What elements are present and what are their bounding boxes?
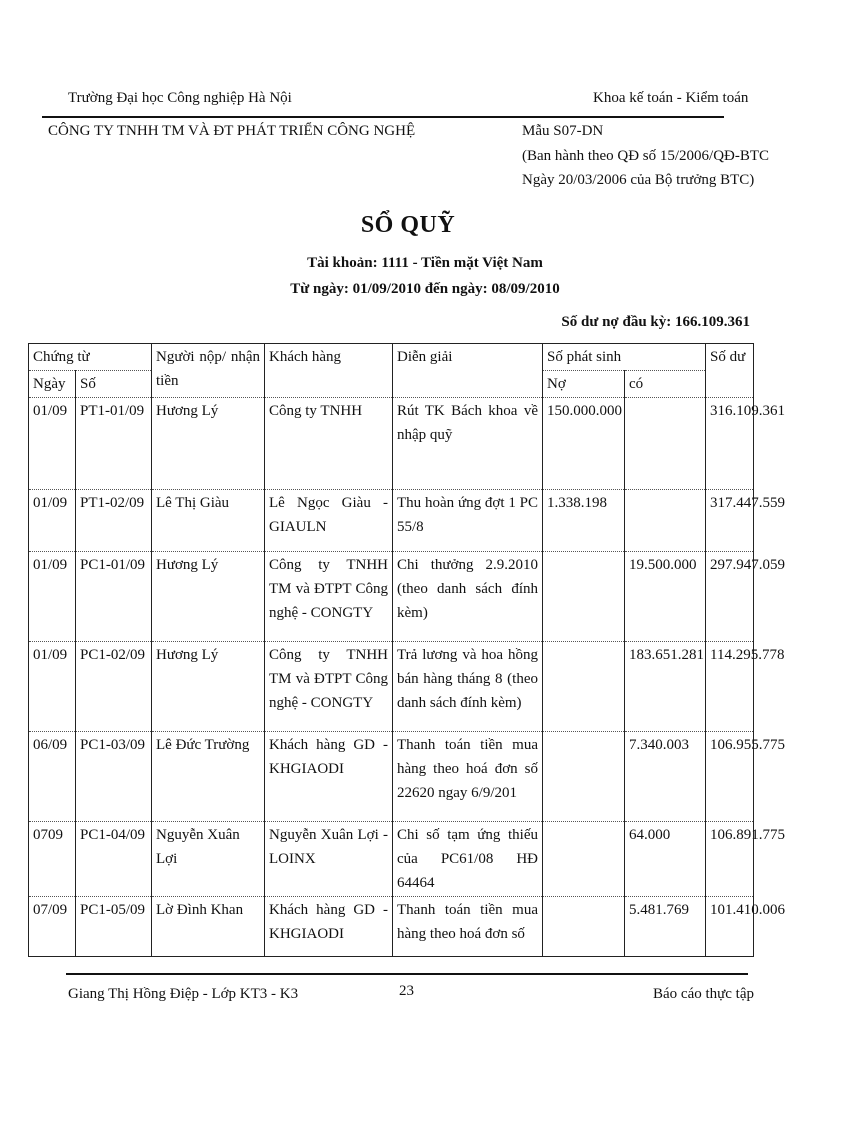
cell-description: Thanh toán tiền mua hàng theo hoá đơn số 22620 ngay 6/9/201 — [393, 732, 543, 822]
cell-description: Thu hoàn ứng đợt 1 PC 55/8 — [393, 490, 543, 552]
account-line: Tài khoản: 1111 - Tiền mặt Việt Nam — [307, 255, 543, 271]
header-date: Ngày — [29, 371, 76, 398]
cell-debit: 150.000.000 — [543, 398, 625, 490]
footer-report: Báo cáo thực tập — [653, 986, 755, 1002]
cell-credit: 64.000 — [625, 822, 706, 897]
header-voucher: Chứng từ — [29, 344, 152, 371]
header-rule — [42, 116, 724, 118]
cell-credit — [625, 490, 706, 552]
cell-balance: 317.447.559 — [706, 490, 754, 552]
table-row — [29, 552, 754, 642]
cell-payer: Lê Thị Giàu — [152, 490, 265, 552]
cell-description: Rút TK Bách khoa về nhập quỹ — [393, 398, 543, 490]
cell-number: PT1-01/09 — [76, 398, 152, 490]
page-title: SỔ QUỸ — [360, 212, 456, 238]
cell-credit: 183.651.281 — [625, 642, 706, 732]
cell-debit — [543, 897, 625, 957]
header-credit: có — [625, 371, 706, 398]
cell-customer: Công ty TNHH TM và ĐTPT Công nghệ - CONGTY — [265, 642, 393, 732]
cell-balance: 297.947.059 — [706, 552, 754, 642]
issued-by: (Ban hành theo QĐ số 15/2006/QĐ-BTC — [522, 148, 770, 164]
cell-credit: 19.500.000 — [625, 552, 706, 642]
cell-credit: 7.340.003 — [625, 732, 706, 822]
form-code: Mẫu S07-DN — [522, 123, 604, 139]
cell-number: PC1-05/09 — [76, 897, 152, 957]
cell-description: Chi số tạm ứng thiếu của PC61/08 HĐ 64464 — [393, 822, 543, 897]
cell-balance: 316.109.361 — [706, 398, 754, 490]
table-row — [29, 642, 754, 732]
cell-balance: 101.410.006 — [706, 897, 754, 957]
cell-description: Thanh toán tiền mua hàng theo hoá đơn số — [393, 897, 543, 957]
period-line: Từ ngày: 01/09/2010 đến ngày: 08/09/2010 — [290, 281, 560, 297]
opening-balance: Số dư nợ đầu kỳ: 166.109.361 — [561, 314, 750, 330]
cell-date: 07/09 — [29, 897, 76, 957]
company-name: CÔNG TY TNHH TM VÀ ĐT PHÁT TRIỂN CÔNG NGHỆ — [48, 123, 416, 139]
cell-debit — [543, 822, 625, 897]
faculty-name: Khoa kế toán - Kiểm toán — [593, 90, 749, 106]
cell-customer: Công ty TNHH — [265, 398, 393, 490]
page-number: 23 — [399, 983, 414, 999]
cell-customer: Lê Ngọc Giàu - GIAULN — [265, 490, 393, 552]
table-row — [29, 822, 754, 897]
header-debit: Nợ — [543, 371, 625, 398]
school-name: Trường Đại học Công nghiệp Hà Nội — [68, 90, 292, 106]
cell-date: 01/09 — [29, 552, 76, 642]
cell-payer: Lê Đức Trường — [152, 732, 265, 822]
header-description: Diễn giải — [393, 344, 543, 398]
cell-debit — [543, 732, 625, 822]
cell-balance: 114.295.778 — [706, 642, 754, 732]
cell-date: 01/09 — [29, 642, 76, 732]
header-amounts: Số phát sinh — [543, 344, 706, 371]
cell-number: PT1-02/09 — [76, 490, 152, 552]
cell-number: PC1-03/09 — [76, 732, 152, 822]
cell-payer: Nguyễn Xuân Lợi — [152, 822, 265, 897]
cell-description: Trả lương và hoa hồng bán hàng tháng 8 (theo danh sách đính kèm) — [393, 642, 543, 732]
cell-debit — [543, 642, 625, 732]
cell-credit: 5.481.769 — [625, 897, 706, 957]
cell-customer: Khách hàng GD - KHGIAODI — [265, 897, 393, 957]
cell-date: 01/09 — [29, 490, 76, 552]
cell-date: 0709 — [29, 822, 76, 897]
cell-number: PC1-02/09 — [76, 642, 152, 732]
cell-customer: Khách hàng GD - KHGIAODI — [265, 732, 393, 822]
cell-description: Chi thưởng 2.9.2010 (theo danh sách đính kèm) — [393, 552, 543, 642]
cell-payer: Hương Lý — [152, 642, 265, 732]
footer-rule — [66, 973, 748, 975]
issued-date: Ngày 20/03/2006 của Bộ trưởng BTC) — [522, 172, 755, 188]
table-row — [29, 398, 754, 490]
cell-debit — [543, 552, 625, 642]
cell-date: 06/09 — [29, 732, 76, 822]
footer-author: Giang Thị Hồng Điệp - Lớp KT3 - K3 — [68, 986, 299, 1002]
cell-payer: Hương Lý — [152, 552, 265, 642]
header-balance: Số dư — [706, 344, 754, 398]
cell-debit: 1.338.198 — [543, 490, 625, 552]
table-row — [29, 490, 754, 552]
header-number: Số — [76, 371, 152, 398]
cell-payer: Lờ Đình Khan — [152, 897, 265, 957]
cell-balance: 106.955.775 — [706, 732, 754, 822]
cell-customer: Nguyễn Xuân Lợi - LOINX — [265, 822, 393, 897]
cell-payer: Hương Lý — [152, 398, 265, 490]
cell-credit — [625, 398, 706, 490]
cell-customer: Công ty TNHH TM và ĐTPT Công nghệ - CONGTY — [265, 552, 393, 642]
cell-number: PC1-04/09 — [76, 822, 152, 897]
header-payer: Người nộp/ nhận tiền — [152, 344, 265, 398]
header-customer: Khách hàng — [265, 344, 393, 398]
cell-balance: 106.891.775 — [706, 822, 754, 897]
cash-ledger-table — [28, 343, 785, 957]
cell-date: 01/09 — [29, 398, 76, 490]
cell-number: PC1-01/09 — [76, 552, 152, 642]
table-row — [29, 732, 754, 822]
table-row — [29, 897, 754, 957]
